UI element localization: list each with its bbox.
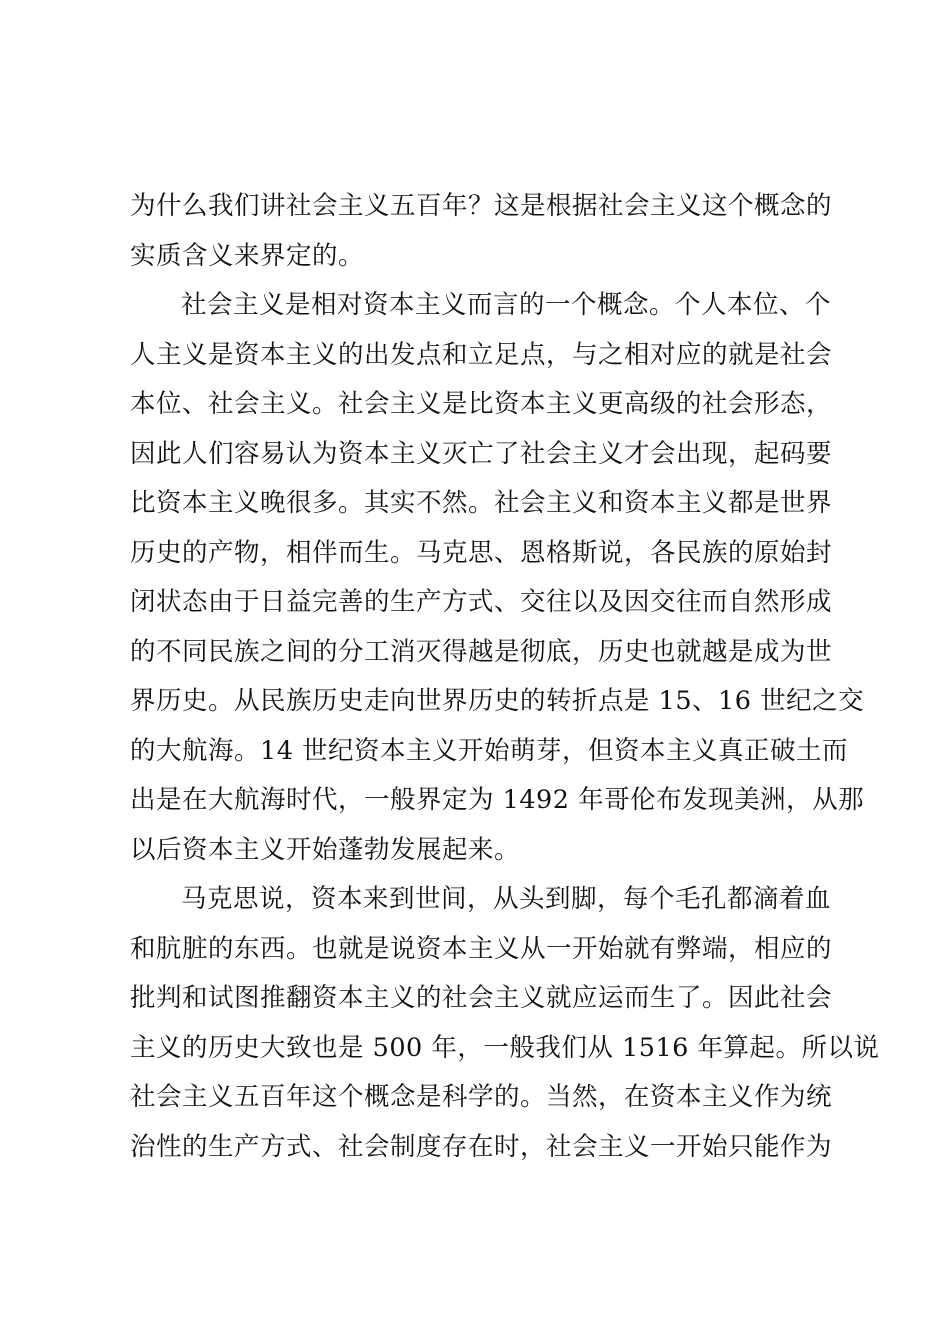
text-line: 的不同民族之间的分工消灭得越是彻底，历史也就越是成为世 xyxy=(130,636,833,667)
paragraph-1 xyxy=(130,182,833,281)
text-line: 为什么我们讲社会主义五百年？这是根据社会主义这个概念的 xyxy=(130,191,833,221)
text-line: 界历史。从民族历史走向世界历史的转折点是 15、16 世纪之交 xyxy=(130,686,865,716)
text-line: 实质含义来界定的。 xyxy=(130,240,365,271)
text-line: 以后资本主义开始蓬勃发展起来。 xyxy=(130,834,521,865)
text-line: 社会主义是相对资本主义而言的一个概念。个人本位、个 xyxy=(181,290,832,320)
text-line: 出是在大航海时代，一般界定为 1492 年哥伦布发现美洲，从那 xyxy=(130,785,865,815)
text-line: 社会主义五百年这个概念是科学的。当然，在资本主义作为统 xyxy=(130,1082,833,1112)
paragraph-2 xyxy=(130,281,865,875)
text-line: 历史的产物，相伴而生。马克思、恩格斯说，各民族的原始封 xyxy=(130,537,833,568)
paragraph-3 xyxy=(130,875,880,1172)
text-line: 比资本主义晚很多。其实不然。社会主义和资本主义都是世界 xyxy=(130,488,833,518)
text-line: 因此人们容易认为资本主义灭亡了社会主义才会出现，起码要 xyxy=(130,438,833,469)
text-line: 本位、社会主义。社会主义是比资本主义更高级的社会形态， xyxy=(130,389,833,419)
text-line: 马克思说，资本来到世间，从头到脚，每个毛孔都滴着血 xyxy=(181,884,832,914)
text-line: 主义的历史大致也是 500 年，一般我们从 1516 年算起。所以说 xyxy=(130,1032,880,1063)
text-line: 批判和试图推翻资本主义的社会主义就应运而生了。因此社会 xyxy=(130,983,833,1013)
text-line: 闭状态由于日益完善的生产方式、交往以及因交往而自然形成 xyxy=(130,587,833,617)
text-line: 人主义是资本主义的出发点和立足点，与之相对应的就是社会 xyxy=(130,339,833,370)
text-line: 治性的生产方式、社会制度存在时，社会主义一开始只能作为 xyxy=(130,1131,833,1162)
text-line: 和肮脏的东西。也就是说资本主义从一开始就有弊端，相应的 xyxy=(130,933,833,964)
text-line: 的大航海。14 世纪资本主义开始萌芽，但资本主义真正破土而 xyxy=(130,735,849,766)
